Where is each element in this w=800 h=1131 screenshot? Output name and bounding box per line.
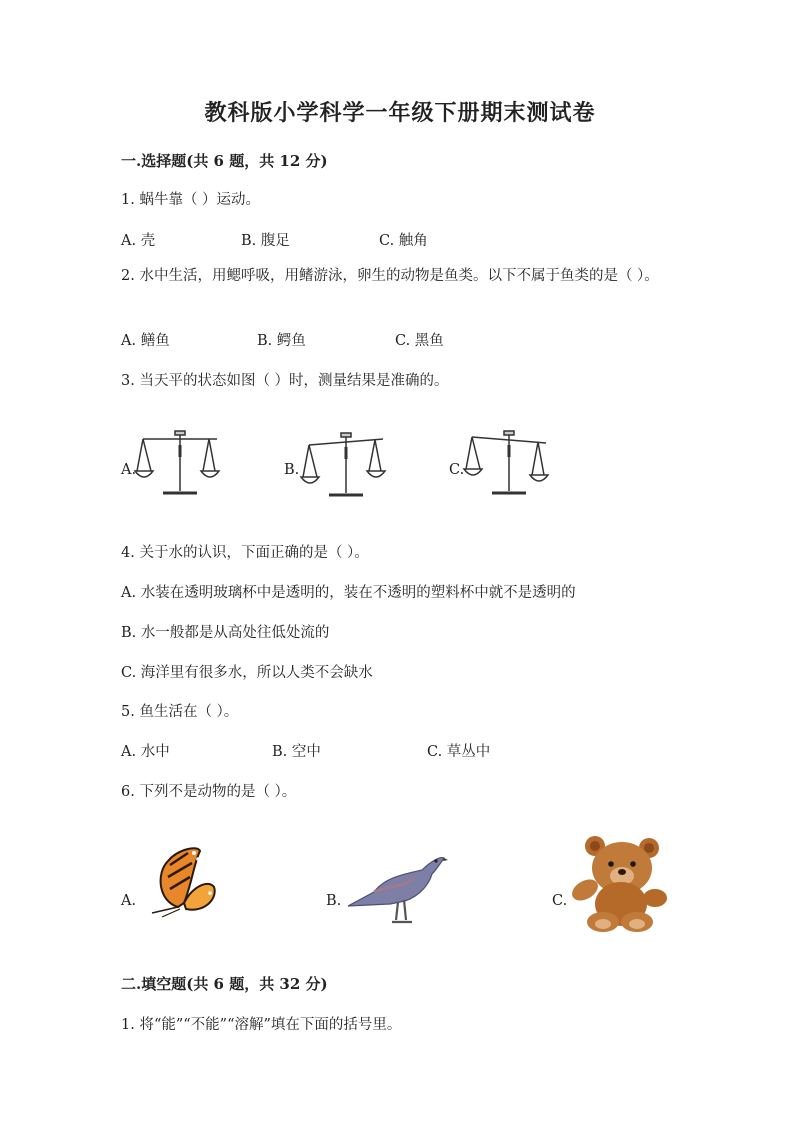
section-heading-fill-in: 二.填空题(共 6 题，共 32 分) bbox=[121, 975, 328, 993]
question-2-stem: 2. 水中生活，用鳃呼吸，用鳍游泳，卵生的动物是鱼类。以下不属于鱼类的是（ ）。 bbox=[121, 268, 659, 284]
question-1-option-c: C. 触角 bbox=[379, 233, 428, 249]
question-4-stem: 4. 关于水的认识，下面正确的是（ ）。 bbox=[121, 545, 369, 561]
balance-scale-icon bbox=[301, 427, 391, 503]
question-1-option-a: A. 壳 bbox=[121, 233, 156, 249]
question-1-option-b: B. 腹足 bbox=[241, 233, 290, 249]
question-2-option-b: B. 鳄鱼 bbox=[257, 333, 306, 349]
question-4-option-b: B. 水一般都是从高处往低处流的 bbox=[121, 625, 330, 641]
question-4-option-c: C. 海洋里有很多水，所以人类不会缺水 bbox=[121, 665, 373, 681]
question-5-option-a: A. 水中 bbox=[121, 744, 170, 760]
question-6-option-a: A. bbox=[121, 893, 137, 909]
section-heading-choice: 一.选择题(共 6 题，共 12 分) bbox=[121, 152, 328, 170]
question-5-option-b: B. 空中 bbox=[272, 744, 321, 760]
question-5-option-c: C. 草丛中 bbox=[427, 744, 491, 760]
balance-scale-icon bbox=[464, 425, 554, 501]
teddy-bear-icon bbox=[567, 832, 669, 932]
question-3-option-c: C. bbox=[449, 462, 465, 478]
question-3-stem: 3. 当天平的状态如图（ ）时，测量结果是准确的。 bbox=[121, 373, 449, 389]
question-6-option-c: C. bbox=[552, 893, 568, 909]
question-2-option-a: A. 鳝鱼 bbox=[121, 333, 170, 349]
question-1-stem: 1. 蜗牛靠（ ）运动。 bbox=[121, 192, 261, 208]
fill-question-1-stem: 1. 将“能”“不能”“溶解”填在下面的括号里。 bbox=[121, 1017, 402, 1033]
page-title: 教科版小学科学一年级下册期末测试卷 bbox=[204, 100, 596, 126]
bird-icon bbox=[344, 848, 448, 928]
question-6-option-b: B. bbox=[326, 893, 342, 909]
question-6-stem: 6. 下列不是动物的是（ ）。 bbox=[121, 784, 297, 800]
question-5-stem: 5. 鱼生活在（ ）。 bbox=[121, 704, 239, 720]
question-4-option-a: A. 水装在透明玻璃杯中是透明的，装在不透明的塑料杯中就不是透明的 bbox=[121, 585, 576, 601]
question-2-option-c: C. 黑鱼 bbox=[395, 333, 444, 349]
question-3-option-b: B. bbox=[284, 462, 300, 478]
balance-scale-icon bbox=[135, 425, 225, 501]
butterfly-icon bbox=[148, 843, 220, 919]
question-3-option-a: A. bbox=[121, 462, 137, 478]
